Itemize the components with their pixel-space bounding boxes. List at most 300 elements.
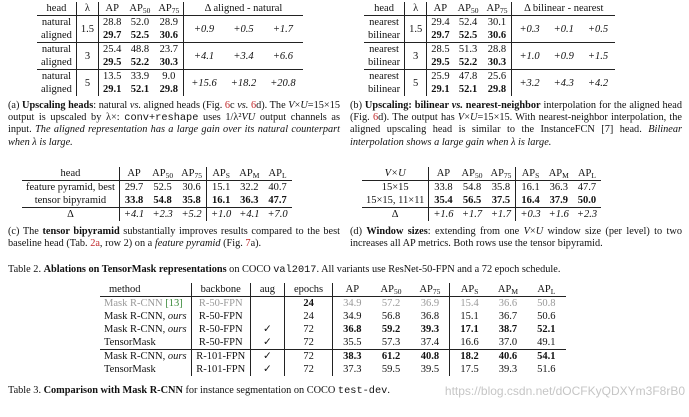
header-base: AP (577, 168, 592, 179)
column-header (527, 283, 565, 297)
caption-text: × (529, 226, 536, 237)
backbone-cell: R-101-FPN (191, 363, 250, 376)
delta-cell: +1.7 (486, 208, 515, 222)
method-cell (100, 297, 191, 311)
table-row (362, 194, 601, 208)
header-subscript: S (535, 171, 540, 180)
column-header (99, 2, 126, 16)
value-cell: 30.1 (483, 16, 512, 30)
value-cell: 35.8 (177, 194, 206, 208)
header-base: AP (105, 3, 119, 14)
caption-text: V (288, 100, 295, 111)
aug-checkmark: ✓ (250, 363, 284, 376)
header-subscript: S (225, 171, 230, 180)
header-base: AP (461, 168, 475, 179)
value-cell: 17.5 (460, 364, 479, 375)
table-2a-caption (8, 100, 340, 149)
column-header (516, 167, 545, 181)
value-cell: 52.5 (130, 30, 150, 41)
table-3 (100, 283, 566, 376)
table-2d-caption (350, 226, 682, 250)
header-base: AP (548, 168, 563, 179)
column-header (235, 167, 263, 181)
value-cell: 28.8 (483, 43, 512, 57)
column-header (545, 167, 573, 181)
caption-text: a). (250, 238, 262, 250)
value-cell: 37.0 (498, 337, 518, 348)
value-cell: 61.2 (372, 350, 411, 364)
value-cell: 52.0 (130, 17, 150, 28)
delta-cell: +4.1 (119, 208, 148, 222)
header-base: AP (436, 168, 451, 179)
value-cell: 30.3 (154, 56, 183, 70)
column-header (410, 283, 449, 297)
header-base: AP (239, 168, 253, 179)
table-row (364, 43, 615, 57)
column-header (427, 2, 454, 16)
header-subscript: L (281, 171, 287, 180)
caption-text: conv+reshape (124, 112, 199, 125)
caption-text: val2017 (273, 264, 317, 276)
value-cell: 23.7 (154, 43, 183, 57)
column-header (148, 167, 177, 181)
delta-cell: +1.6 (545, 208, 573, 222)
column-header: λ (405, 2, 427, 16)
method-qualifier: ours (167, 311, 187, 322)
header-base: AP (127, 168, 141, 179)
table-2-caption (8, 264, 688, 276)
value-cell: 29.5 (103, 57, 122, 68)
table-row (364, 16, 615, 30)
delta-cell: +3.4 (224, 43, 263, 70)
epochs-cell: 72 (284, 363, 332, 376)
method-name: TensorMask (104, 337, 156, 348)
method-cell (100, 323, 191, 336)
value-cell: 36.7 (498, 311, 518, 322)
header-base: AP (380, 284, 394, 295)
value-cell: 13.5 (99, 70, 126, 84)
value-cell: 29.8 (483, 83, 512, 96)
delta-cell: +5.2 (177, 208, 206, 222)
value-cell: 36.9 (410, 297, 449, 311)
caption-text: (c) The (8, 226, 43, 237)
header-subscript: 75 (432, 287, 441, 296)
caption-text: 2a (90, 238, 100, 250)
value-cell: 51.6 (537, 364, 556, 375)
method-qualifier: ours (167, 351, 187, 362)
table-row (22, 194, 292, 208)
caption-text: Table 2. (8, 264, 44, 275)
caption-text: . All variants use ResNet-50-FPN and a 72 epoch schedule. (316, 264, 561, 275)
delta-cell: +15.6 (184, 70, 224, 97)
lambda-cell: 3 (405, 43, 427, 70)
table-row (100, 336, 566, 350)
method-cell (100, 336, 191, 350)
column-header (333, 283, 372, 297)
table-row (100, 350, 566, 364)
value-cell: 52.1 (537, 324, 556, 335)
value-cell: 54.8 (462, 182, 482, 193)
method-name: Mask R-CNN (104, 298, 166, 309)
header-base: AP (537, 284, 551, 295)
column-header (483, 2, 512, 16)
method-name: Mask R-CNN, (104, 311, 168, 322)
caption-text: U (300, 100, 308, 111)
column-header (489, 283, 527, 297)
value-cell: 16.1 (521, 182, 540, 193)
value-cell: 57.2 (381, 298, 401, 309)
caption-text: for instance segmentation on COCO (182, 385, 338, 396)
column-header (177, 167, 206, 181)
table-row (22, 181, 292, 195)
caption-text: The aligned representation has a large gain over its natural counterpart when λ is large. (8, 124, 340, 148)
table-2b-caption (350, 100, 682, 149)
value-cell: 50.8 (537, 298, 556, 309)
value-cell: 34.9 (343, 298, 362, 309)
value-cell: 29.4 (431, 17, 450, 28)
caption-text: nearest-neighbor (462, 100, 541, 111)
caption-text: feature pyramid (154, 238, 221, 250)
delta-cell: +0.3 (516, 208, 545, 222)
delta-cell: +0.9 (193, 23, 215, 35)
head-cell: natural (37, 16, 76, 30)
value-cell: 28.5 (427, 43, 454, 57)
method-cell (100, 350, 191, 364)
caption-text: on COCO (226, 264, 274, 275)
table-2d (362, 167, 601, 221)
column-header: head (22, 167, 119, 181)
column-header: V×U (362, 167, 429, 181)
head-cell: natural (37, 43, 76, 57)
table-row (100, 323, 566, 336)
value-cell: 48.8 (125, 43, 154, 57)
delta-cell: +1.5 (581, 43, 615, 70)
head-cell: bilinear (364, 56, 405, 70)
caption-text: : extending from one (427, 226, 524, 237)
value-cell: 56.8 (381, 311, 401, 322)
delta-cell: +0.1 (553, 23, 574, 35)
value-cell: 30.3 (483, 56, 512, 70)
value-cell: 37.3 (343, 364, 362, 375)
value-cell: 16.6 (460, 337, 479, 348)
value-cell: 25.6 (483, 70, 512, 84)
value-cell: 29.1 (103, 84, 122, 95)
method-qualifier: ours (167, 324, 187, 335)
header-subscript: 75 (171, 6, 180, 15)
value-cell: 49.1 (537, 337, 556, 348)
value-cell: 36.8 (410, 310, 449, 323)
delta-cell: +0.5 (587, 23, 609, 35)
column-header: Δ aligned - natural (184, 2, 303, 16)
value-cell: 37.9 (549, 195, 568, 206)
caption-text: U (535, 226, 544, 237)
value-cell: 51.3 (454, 43, 483, 57)
caption-text: vs. (451, 100, 463, 111)
caption-text: . (387, 385, 390, 396)
head-cell: 15×15 (362, 181, 429, 195)
header-base: AP (433, 3, 448, 14)
caption-text: tensor bipyramid (42, 226, 120, 237)
value-cell: 59.2 (381, 324, 401, 335)
head-cell: natural (37, 70, 76, 84)
column-header (372, 283, 411, 297)
caption-text: test-dev (337, 385, 388, 397)
caption-text: 7 (245, 238, 251, 250)
header-subscript: 50 (471, 6, 479, 15)
aug-checkmark: ✓ (250, 350, 284, 364)
header-base: AP (345, 284, 360, 295)
value-cell: 29.7 (103, 30, 122, 41)
column-header (119, 167, 148, 181)
head-cell: 15×15, 11×11 (362, 194, 429, 208)
caption-text: , row 2) on a (99, 238, 155, 250)
value-cell: 28.8 (103, 17, 122, 28)
value-cell: 29.5 (431, 57, 450, 68)
caption-text: VU (241, 112, 256, 124)
caption-text: U (470, 112, 478, 124)
header-base: AP (158, 3, 172, 14)
caption-text: : natural (93, 100, 130, 111)
table-row (37, 70, 303, 84)
header-base: AP (212, 168, 226, 179)
table-row (100, 297, 566, 311)
value-cell: 29.7 (431, 30, 450, 41)
table-2b (364, 2, 615, 96)
head-cell: aligned (37, 83, 76, 96)
value-cell: 38.3 (333, 350, 372, 364)
method-cell (100, 310, 191, 323)
delta-cell: +7.0 (263, 208, 291, 222)
value-cell: 47.8 (454, 70, 483, 84)
delta-cell: +1.6 (429, 208, 458, 222)
header-subscript: L (550, 287, 556, 296)
delta-cell: +1.7 (458, 208, 487, 222)
table-2a (37, 2, 303, 96)
value-cell: 30.6 (154, 29, 183, 43)
value-cell: 15.1 (460, 311, 479, 322)
value-cell: 52.5 (458, 30, 478, 41)
value-cell: 29.7 (124, 182, 144, 193)
header-subscript: 50 (393, 287, 402, 296)
head-cell: Δ (22, 208, 119, 222)
header-base: AP (460, 284, 475, 295)
column-header (125, 2, 154, 16)
delta-cell: +4.1 (184, 43, 224, 70)
value-cell: 25.9 (427, 70, 454, 84)
head-cell: tensor bipyramid (22, 194, 119, 208)
caption-text: (d) (350, 226, 367, 237)
value-cell: 52.5 (153, 182, 172, 193)
column-header (486, 167, 515, 181)
caption-text: Upscaling heads (22, 100, 94, 111)
delta-cell: +1.0 (512, 43, 547, 70)
table-row (364, 70, 615, 84)
value-cell: 28.9 (154, 16, 183, 30)
table-3-caption (8, 385, 428, 397)
head-cell: bilinear (364, 83, 405, 96)
method-name: Mask R-CNN, (104, 324, 168, 335)
header-subscript: 75 (499, 6, 508, 15)
value-cell: 52.4 (458, 17, 478, 28)
header-subscript: L (591, 171, 596, 180)
delta-cell: +18.2 (224, 70, 263, 97)
head-cell: bilinear (364, 29, 405, 43)
epochs-cell: 24 (284, 310, 332, 323)
delta-cell: +2.3 (148, 208, 177, 222)
delta-row (362, 208, 601, 222)
head-cell: nearest (364, 70, 405, 84)
header-subscript: 50 (142, 6, 151, 15)
caption-text: window size (per level) to two increases all AP metrics. Both rows use the tensor bipyramid. (350, 226, 682, 250)
value-cell: 39.3 (410, 323, 449, 336)
delta-cell: +4.3 (547, 70, 581, 97)
value-cell: 54.8 (153, 195, 172, 206)
value-cell: 33.8 (124, 195, 144, 206)
head-cell: nearest (364, 43, 405, 57)
value-cell: 56.5 (462, 195, 482, 206)
backbone-cell: R-50-FPN (191, 310, 250, 323)
header-subscript: M (562, 171, 569, 180)
column-header (573, 167, 601, 181)
caption-text: Bilinear interpolation shows a large gain when λ is large. (350, 124, 682, 148)
value-cell: 36.3 (549, 182, 568, 193)
caption-text: Upscaling: bilinear (364, 100, 452, 111)
backbone-cell: R-101-FPN (191, 350, 250, 364)
value-cell: 52.2 (130, 57, 150, 68)
delta-cell: +20.8 (263, 70, 302, 97)
caption-text: substantially improves results compared to the best baseline head (Tab. (8, 226, 340, 250)
value-cell: 50.6 (537, 311, 556, 322)
header-base: AP (490, 168, 504, 179)
value-cell: 40.7 (268, 182, 287, 193)
table-row (100, 310, 566, 323)
value-cell: 18.2 (450, 350, 489, 364)
lambda-cell: 1.5 (76, 16, 98, 43)
delta-cell: +4.1 (235, 208, 263, 222)
delta-cell: +0.9 (547, 43, 581, 70)
citation-link: [13] (165, 298, 183, 309)
head-cell: feature pyramid, best (22, 181, 119, 195)
header-subscript: 75 (503, 171, 512, 180)
delta-cell: +0.3 (519, 23, 540, 35)
delta-cell: +4.2 (581, 70, 615, 97)
backbone-cell: R-50-FPN (191, 323, 250, 336)
column-header: epochs (284, 283, 332, 297)
header-subscript: 50 (474, 171, 483, 180)
backbone-cell: R-50-FPN (191, 336, 250, 350)
value-cell: 57.3 (381, 337, 401, 348)
header-base: AP (486, 3, 500, 14)
aug-checkmark: ✓ (250, 336, 284, 350)
table-row (37, 16, 303, 30)
column-header: head (37, 2, 76, 16)
delta-cell: +6.6 (263, 43, 302, 70)
value-cell: 33.9 (125, 70, 154, 84)
value-cell: 50.0 (577, 195, 597, 206)
epochs-cell: 24 (284, 297, 332, 311)
value-cell: 54.1 (527, 350, 565, 364)
header-base: AP (419, 284, 433, 295)
method-name: Mask R-CNN, (104, 351, 168, 362)
caption-text: d). The (256, 100, 289, 111)
value-cell: 16.4 (521, 195, 540, 206)
value-cell: 52.1 (130, 84, 150, 95)
caption-text: =15×15. With nearest-neighbor interpolation, the aligned upscaling head is similar to the InstanceFCN [7] head. (350, 112, 682, 136)
column-header (454, 2, 483, 16)
value-cell: 40.8 (410, 350, 449, 364)
header-base: AP (152, 168, 166, 179)
value-cell: 35.8 (486, 181, 515, 195)
header-subscript: M (252, 171, 260, 180)
header-base: AP (268, 168, 282, 179)
value-cell: 9.0 (154, 70, 183, 84)
caption-text: (a) (8, 100, 23, 111)
table-row (362, 181, 601, 195)
column-header (429, 167, 458, 181)
value-cell: 40.6 (489, 350, 527, 364)
lambda-cell: 5 (76, 70, 98, 97)
value-cell: 36.3 (240, 195, 259, 206)
caption-text: d). The output has (378, 112, 458, 124)
caption-text: (Fig. (220, 238, 246, 250)
delta-cell: +1.0 (207, 208, 236, 222)
value-cell: 39.3 (498, 364, 518, 375)
value-cell: 25.4 (99, 43, 126, 57)
value-cell: 52.1 (458, 84, 478, 95)
column-header (458, 167, 487, 181)
table-row (37, 43, 303, 57)
epochs-cell: 72 (284, 323, 332, 336)
header-subscript: 75 (194, 171, 203, 180)
value-cell: 52.2 (458, 57, 478, 68)
caption-text: 6 (224, 100, 231, 111)
column-header (263, 167, 291, 181)
value-cell: 36.6 (498, 298, 518, 309)
value-cell: 36.8 (343, 324, 362, 335)
delta-cell: +3.2 (512, 70, 547, 97)
caption-text: (b) (350, 100, 365, 111)
caption-text: 1/λ² (225, 112, 242, 124)
value-cell: 29.8 (154, 83, 183, 96)
aug-checkmark: ✓ (250, 323, 284, 336)
backbone-cell: R-50-FPN (191, 297, 250, 311)
value-cell: 30.6 (483, 29, 512, 43)
caption-text: interpolation for the aligned head (Fig. (350, 100, 682, 124)
caption-text: Ablations on TensorMask representations (43, 264, 227, 275)
aug-checkmark (250, 297, 284, 311)
delta-cell: +2.3 (573, 208, 601, 222)
column-header: λ (76, 2, 98, 16)
head-cell: aligned (37, 56, 76, 70)
caption-text: vs. (129, 100, 142, 111)
value-cell: 37.5 (486, 194, 515, 208)
value-cell: 33.8 (434, 182, 453, 193)
caption-text: Table 3. (8, 385, 44, 396)
caption-text: c (230, 100, 238, 111)
lambda-cell: 3 (76, 43, 98, 70)
header-base: AP (457, 3, 472, 14)
head-cell: Δ (362, 208, 429, 222)
value-cell: 37.4 (410, 336, 449, 350)
head-cell: aligned (37, 29, 76, 43)
header-subscript: S (474, 287, 479, 296)
value-cell: 47.7 (577, 182, 597, 193)
caption-text: 6 (250, 100, 257, 111)
header-subscript: M (511, 287, 519, 296)
head-cell: nearest (364, 16, 405, 30)
value-cell: 32.2 (240, 182, 259, 193)
value-cell: 16.1 (211, 195, 231, 206)
